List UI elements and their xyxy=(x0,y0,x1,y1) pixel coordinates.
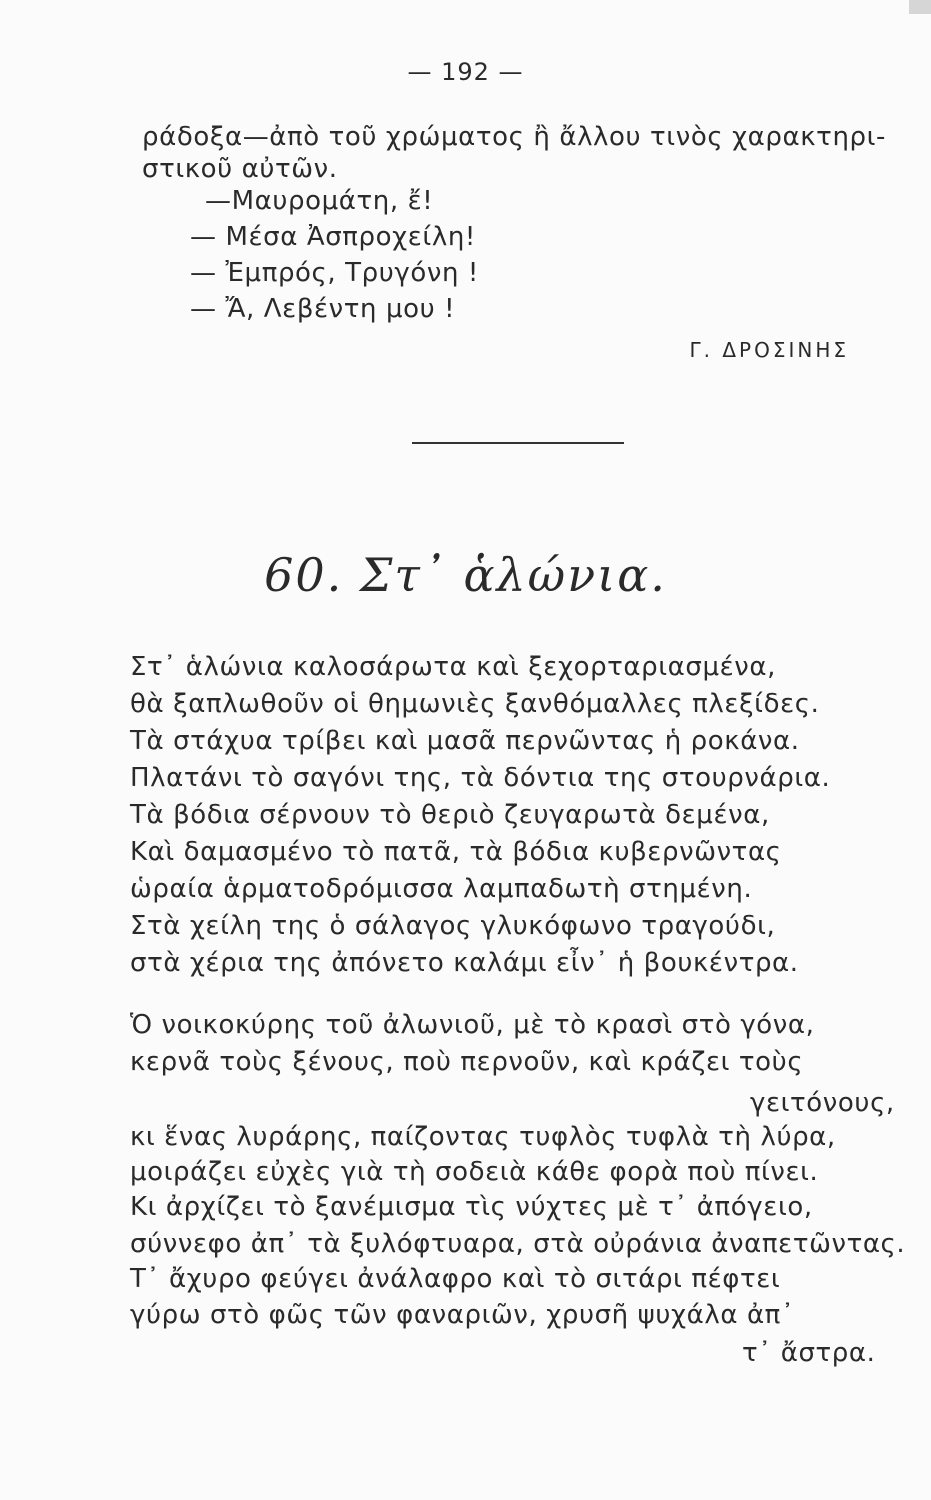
poem-line: Ὁ νοικοκύρης τοῦ ἀλωνιοῦ, μὲ τὸ κρασὶ στὸ γόνα, xyxy=(130,1010,815,1040)
prev-poem-line: — Ἐμπρός, Τρυγόνη ! xyxy=(190,258,479,288)
section-divider xyxy=(412,442,624,444)
poem-line: Τ᾽ ἄχυρο φεύγει ἀνάλαφρο καὶ τὸ σιτάρι πέφτει xyxy=(130,1264,781,1294)
prev-poem-line: — Μέσα Ἀσπροχείλη! xyxy=(190,222,476,252)
poem-line: Στὰ χείλη της ὁ σάλαγος γλυκόφωνο τραγούδι, xyxy=(130,911,776,941)
poem-line: Τὰ στάχυα τρίβει καὶ μασᾶ περνῶντας ἡ ροκάνα. xyxy=(130,726,800,756)
poem-line: κερνᾶ τοὺς ξένους, ποὺ περνοῦν, καὶ κράζει τοὺς xyxy=(130,1047,804,1077)
poem-line: γειτόνους, xyxy=(750,1088,895,1118)
poem-line: γύρω στὸ φῶς τῶν φαναριῶν, χρυσῆ ψυχάλα ἀπ᾽ xyxy=(130,1300,795,1330)
page-number: — 192 — xyxy=(407,58,524,86)
poem-line: Κι ἀρχίζει τὸ ξανέμισμα τὶς νύχτες μὲ τ᾽ ἀπόγειο, xyxy=(130,1192,813,1222)
poem-line: σύννεφο ἀπ᾽ τὰ ξυλόφτυαρα, στὰ οὐράνια ἀναπετῶντας. xyxy=(130,1229,906,1259)
prev-poem-line: στικοῦ αὐτῶν. xyxy=(142,154,338,184)
poem-line: στὰ χέρια της ἀπόνετο καλάμι εἶν᾽ ἡ βουκέντρα. xyxy=(130,948,799,978)
page-corner-mark xyxy=(909,0,931,14)
poem-line: θὰ ξαπλωθοῦν οἱ θημωνιὲς ξανθόμαλλες πλεξίδες. xyxy=(130,689,820,719)
poem-title: 60. Στ᾽ ἁλώνια. xyxy=(264,548,667,602)
poem-line: Πλατάνι τὸ σαγόνι της, τὰ δόντια της στουρνάρια. xyxy=(130,763,831,793)
poem-line: ὡραία ἁρματοδρόμισσα λαμπαδωτὴ στημένη. xyxy=(130,874,753,904)
prev-poem-line: —Μαυρομάτη, ἔ! xyxy=(205,186,434,216)
poem-line: κι ἕνας λυράρης, παίζοντας τυφλὸς τυφλὰ τὴ λύρα, xyxy=(130,1122,836,1152)
poem-line: Τὰ βόδια σέρνουν τὸ θεριὸ ζευγαρωτὰ δεμένα, xyxy=(130,800,770,830)
poem-line: τ᾽ ἄστρα. xyxy=(742,1338,876,1368)
prev-poem-line: — Ἄ, Λεβέντη μου ! xyxy=(190,294,456,324)
poem-line: μοιράζει εὐχὲς γιὰ τὴ σοδειὰ κάθε φορὰ ποὺ πίνει. xyxy=(130,1157,819,1187)
author-signature: Γ. ΔΡΟΣΙΝΗΣ xyxy=(689,338,849,362)
prev-poem-line: ράδοξα—ἀπὸ τοῦ χρώματος ἢ ἄλλου τινὸς χαρακτηρι- xyxy=(142,122,887,152)
poem-line: Καὶ δαμασμένο τὸ πατᾶ, τὰ βόδια κυβερνῶντας xyxy=(130,837,782,867)
poem-line: Στ᾽ ἁλώνια καλοσάρωτα καὶ ξεχορταριασμένα, xyxy=(130,652,777,682)
